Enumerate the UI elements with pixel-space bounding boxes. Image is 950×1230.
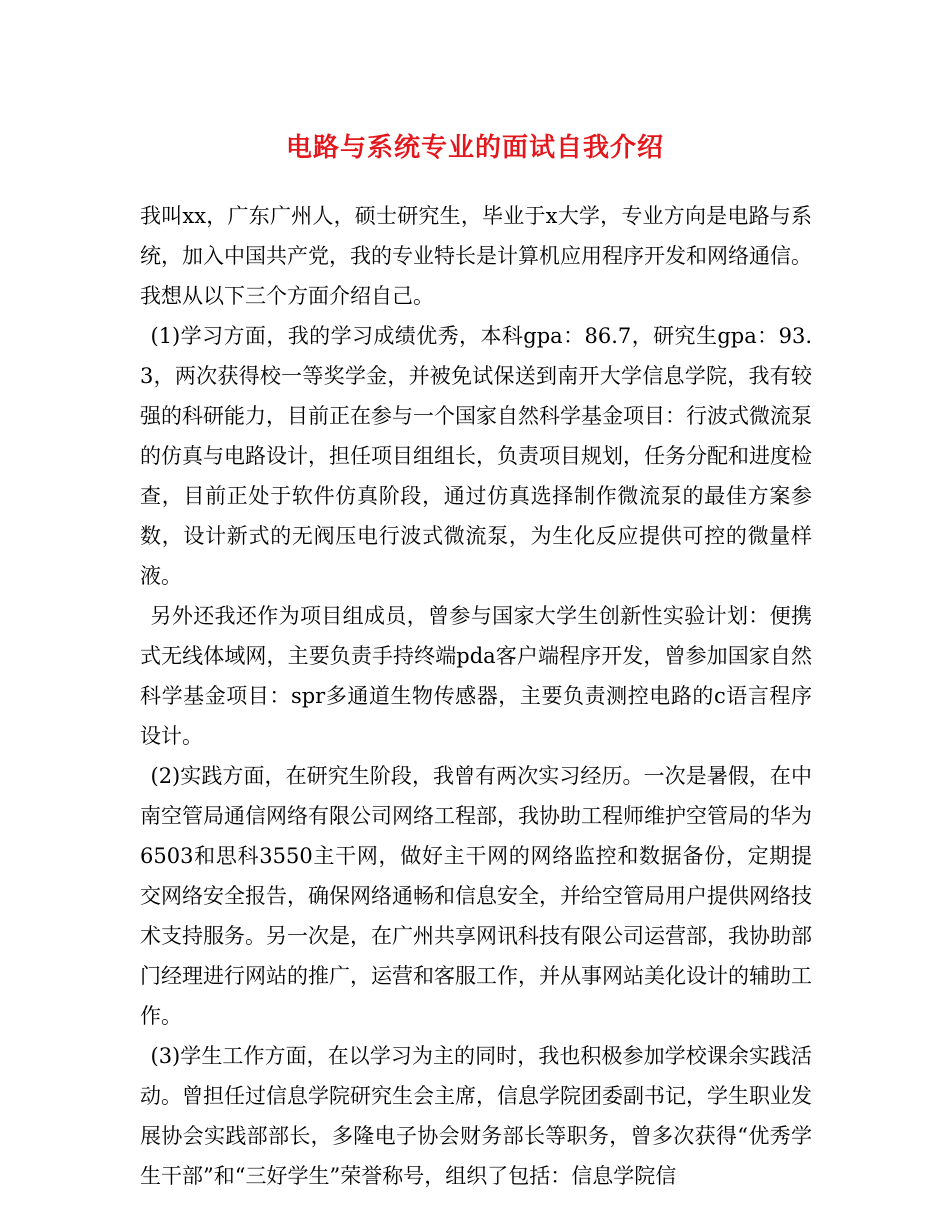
paragraph-intro: 我叫xx，广东广州人，硕士研究生，毕业于x大学，专业方向是电路与系统，加入中国共产党，我的专业特长是计算机应用程序开发和网络通信。我想从以下三个方面介绍自己。 (140, 204, 812, 308)
paragraph-study: (1)学习方面，我的学习成绩优秀，本科gpa：86.7，研究生gpa：93.3，两次获得校一等奖学金，并被免试保送到南开大学信息学院，我有较强的科研能力，目前正在参与一个国家自然科学基金项目：行波式微流泵的仿真与电路设计，担任项目组组长，负责项目规划，任务分配和进度检查，目前正处于软件仿真阶段，通过仿真选择制作微流泵的最佳方案参数，设计新式的无阀压电行波式微流泵，为生化反应提供可控的微量样液。 (140, 324, 812, 588)
document-body (140, 196, 812, 1196)
paragraph-projects: 另外还我还作为项目组成员，曾参与国家大学生创新性实验计划：便携式无线体域网，主要负责手持终端pda客户端程序开发，曾参加国家自然科学基金项目：spr多通道生物传感器，主要负责测控电路的c语言程序设计。 (140, 604, 812, 748)
paragraph-student-work: (3)学生工作方面，在以学习为主的同时，我也积极参加学校课余实践活动。曾担任过信息学院研究生会主席，信息学院团委副书记，学生职业发展协会实践部部长，多隆电子协会财务部长等职务，曾多次获得“优秀学生干部”和“三好学生”荣誉称号，组织了包括：信息学院信 (140, 1044, 812, 1188)
document-title: 电路与系统专业的面试自我介绍 (285, 133, 664, 163)
paragraph-practice: (2)实践方面，在研究生阶段，我曾有两次实习经历。一次是暑假，在中南空管局通信网络有限公司网络工程部，我协助工程师维护空管局的华为6503和思科3550主干网，做好主干网的网络监控和数据备份，定期提交网络安全报告，确保网络通畅和信息安全，并给空管局用户提供网络技术支持服务。另一次是，在广州共享网讯科技有限公司运营部，我协助部门经理进行网站的推广，运营和客服工作，并从事网站美化设计的辅助工作。 (140, 764, 812, 1028)
